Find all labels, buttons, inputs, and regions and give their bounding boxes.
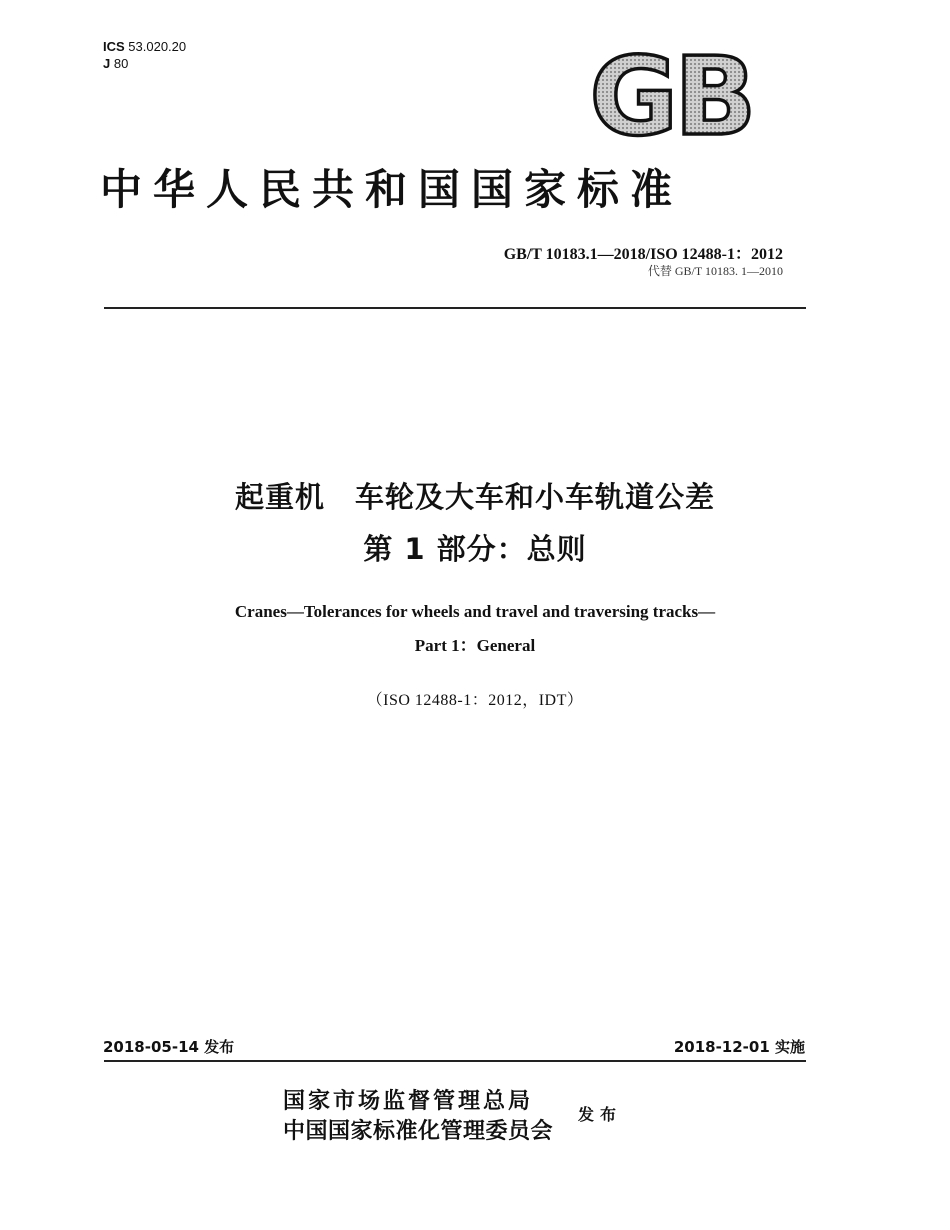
title-cn-line2: 第 1 部分：总则 <box>363 532 587 566</box>
title-en-line2: Part 1：General <box>414 636 536 655</box>
replaces-standard: 代替 GB/T 10183. 1—2010 <box>647 264 783 278</box>
issuer-sac: 中国国家标准化管理委员会 <box>283 1118 554 1144</box>
title-en-line1: Cranes—Tolerances for wheels and travel and traversing tracks— <box>234 602 716 621</box>
standard-number: GB/T 10183.1—2018/ISO 12488-1：2012 <box>503 246 783 263</box>
gb-logo-text: GB <box>589 50 753 142</box>
gb-logo <box>585 50 757 142</box>
iso-equivalence: （ISO 12488-1：2012，IDT） <box>366 692 584 709</box>
header-divider <box>104 307 806 309</box>
ccs-line: J 80 <box>103 56 129 71</box>
title-cn-line1: 起重机 车轮及大车和小车轨道公差 <box>234 480 715 514</box>
issuer-samr: 国家市场监督管理总局 <box>283 1088 534 1114</box>
issued-label: 发布 <box>578 1105 623 1124</box>
country-standard-heading: 中华人民共和国国家标准 <box>100 165 684 214</box>
publish-date: 2018-05-14 发布 <box>103 1038 235 1056</box>
ics-line: ICS 53.020.20 <box>103 39 187 54</box>
footer-divider <box>104 1060 806 1062</box>
implement-date: 2018-12-01 实施 <box>673 1038 805 1056</box>
classification-codes <box>103 38 186 72</box>
